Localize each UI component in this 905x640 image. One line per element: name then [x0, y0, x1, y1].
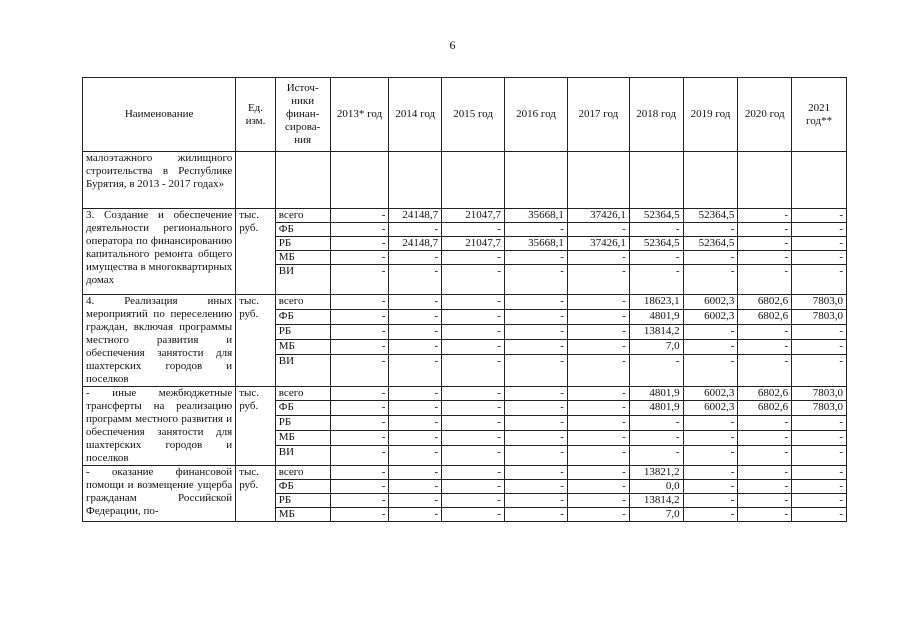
value-cell: -	[442, 354, 505, 386]
source-cell: ФБ	[275, 479, 330, 493]
value-cell: -	[389, 416, 442, 431]
value-cell: 24148,7	[389, 237, 442, 251]
value-cell: -	[330, 479, 389, 493]
col-header-year: 2021 год**	[792, 78, 847, 152]
value-cell: -	[442, 223, 505, 237]
value-cell: -	[330, 430, 389, 445]
value-cell: 21047,7	[442, 237, 505, 251]
value-cell: 6002,3	[683, 401, 738, 416]
value-cell: -	[330, 295, 389, 310]
value-cell: -	[505, 445, 568, 465]
table-row	[83, 209, 847, 223]
value-cell: 6802,6	[738, 386, 792, 401]
value-cell: -	[442, 479, 505, 493]
value-cell: -	[683, 416, 738, 431]
value-cell: -	[683, 507, 738, 521]
value-cell: -	[505, 265, 568, 295]
value-cell: -	[567, 493, 629, 507]
col-header-year: 2020 год	[738, 78, 792, 152]
source-cell: ФБ	[275, 309, 330, 324]
value-cell: -	[683, 339, 738, 354]
value-cell: -	[738, 465, 792, 479]
value-cell: -	[792, 237, 847, 251]
value-cell: -	[389, 430, 442, 445]
value-cell: 7,0	[629, 507, 683, 521]
value-cell: -	[738, 324, 792, 339]
value-cell: -	[738, 265, 792, 295]
value-cell: -	[792, 430, 847, 445]
value-cell: -	[505, 465, 568, 479]
empty-cell	[683, 152, 738, 209]
col-header-name: Наименование	[83, 78, 236, 152]
col-header-year: 2016 год	[505, 78, 568, 152]
empty-cell	[236, 152, 276, 209]
value-cell: 6002,3	[683, 309, 738, 324]
value-cell: -	[330, 265, 389, 295]
value-cell: -	[442, 265, 505, 295]
source-cell: РБ	[275, 324, 330, 339]
value-cell: -	[389, 223, 442, 237]
value-cell: -	[505, 386, 568, 401]
value-cell: 6002,3	[683, 295, 738, 310]
value-cell: -	[792, 445, 847, 465]
value-cell: 37426,1	[567, 209, 629, 223]
continuation-name-cell: малоэтажного жилищного строительства в Республике Бурятия, в 2013 - 2017 годах»	[83, 152, 236, 209]
value-cell: -	[567, 507, 629, 521]
value-cell: -	[389, 251, 442, 265]
value-cell: -	[442, 430, 505, 445]
value-cell: -	[683, 251, 738, 265]
value-cell: 24148,7	[389, 209, 442, 223]
col-header-year: 2017 год	[567, 78, 629, 152]
value-cell: -	[442, 309, 505, 324]
value-cell: -	[792, 265, 847, 295]
value-cell: -	[389, 493, 442, 507]
value-cell: -	[738, 493, 792, 507]
empty-cell	[505, 152, 568, 209]
value-cell: -	[442, 493, 505, 507]
value-cell: -	[792, 339, 847, 354]
value-cell: -	[505, 251, 568, 265]
source-cell: РБ	[275, 416, 330, 431]
unit-cell: тыс. руб.	[236, 386, 276, 465]
value-cell: -	[330, 401, 389, 416]
value-cell: -	[683, 445, 738, 465]
row-name-cell: - иные межбюджетные трансферты на реализацию программ местного развития и обеспечения занятости для шахтерских городов и поселков	[83, 386, 236, 465]
value-cell: -	[442, 401, 505, 416]
value-cell: -	[629, 354, 683, 386]
value-cell: -	[629, 445, 683, 465]
value-cell: -	[442, 465, 505, 479]
value-cell: -	[567, 295, 629, 310]
value-cell: -	[442, 416, 505, 431]
value-cell: -	[389, 309, 442, 324]
value-cell: -	[567, 465, 629, 479]
value-cell: -	[738, 430, 792, 445]
source-cell: МБ	[275, 507, 330, 521]
value-cell: -	[629, 416, 683, 431]
value-cell: 35668,1	[505, 209, 568, 223]
value-cell: -	[738, 479, 792, 493]
col-header-year: 2019 год	[683, 78, 738, 152]
value-cell: -	[330, 237, 389, 251]
empty-cell	[567, 152, 629, 209]
col-header-source: Источ-ники финан-сирова-ния	[275, 78, 330, 152]
value-cell: -	[442, 507, 505, 521]
row-name-cell: 4. Реализация иных мероприятий по переселению граждан, включая программы местного развития и обеспечения занятости для шахтерских городов и поселков	[83, 295, 236, 387]
value-cell: -	[330, 445, 389, 465]
value-cell: -	[330, 223, 389, 237]
value-cell: -	[442, 386, 505, 401]
value-cell: -	[567, 479, 629, 493]
col-header-year: 2015 год	[442, 78, 505, 152]
value-cell: -	[330, 251, 389, 265]
value-cell: -	[792, 465, 847, 479]
empty-cell	[330, 152, 389, 209]
value-cell: -	[442, 295, 505, 310]
value-cell: -	[567, 251, 629, 265]
table-row	[83, 386, 847, 401]
row-name-cell: 3. Создание и обеспечение деятельности регионального оператора по финансированию капитального ремонта общего имущества в многоквартирных домах	[83, 209, 236, 295]
value-cell: -	[389, 295, 442, 310]
value-cell: -	[389, 445, 442, 465]
value-cell: -	[792, 507, 847, 521]
table-row	[83, 295, 847, 310]
row-name-cell: - оказание финансовой помощи и возмещение ущерба гражданам Российской Федерации, по-	[83, 465, 236, 521]
source-cell: МБ	[275, 430, 330, 445]
value-cell: -	[389, 339, 442, 354]
value-cell: 13814,2	[629, 324, 683, 339]
value-cell: -	[505, 354, 568, 386]
value-cell: -	[567, 309, 629, 324]
value-cell: -	[792, 209, 847, 223]
value-cell: -	[792, 223, 847, 237]
value-cell: -	[330, 309, 389, 324]
value-cell: -	[567, 445, 629, 465]
value-cell: -	[389, 265, 442, 295]
value-cell: -	[330, 386, 389, 401]
value-cell: -	[330, 465, 389, 479]
source-cell: всего	[275, 209, 330, 223]
value-cell: -	[683, 430, 738, 445]
source-cell: МБ	[275, 251, 330, 265]
value-cell: -	[738, 237, 792, 251]
value-cell: -	[330, 416, 389, 431]
page-number: 6	[449, 38, 456, 52]
value-cell: -	[389, 465, 442, 479]
value-cell: -	[738, 223, 792, 237]
value-cell: -	[567, 324, 629, 339]
value-cell: -	[567, 386, 629, 401]
value-cell: -	[330, 209, 389, 223]
value-cell: -	[629, 265, 683, 295]
value-cell: 37426,1	[567, 237, 629, 251]
value-cell: -	[505, 295, 568, 310]
source-cell: всего	[275, 295, 330, 310]
value-cell: -	[389, 386, 442, 401]
value-cell: -	[567, 339, 629, 354]
value-cell: -	[792, 324, 847, 339]
value-cell: 7,0	[629, 339, 683, 354]
header-row	[83, 78, 847, 152]
value-cell: -	[330, 507, 389, 521]
value-cell: -	[738, 354, 792, 386]
value-cell: -	[505, 401, 568, 416]
value-cell: -	[505, 223, 568, 237]
value-cell: -	[505, 339, 568, 354]
col-header-year: 2014 год	[389, 78, 442, 152]
value-cell: -	[567, 223, 629, 237]
value-cell: -	[683, 479, 738, 493]
value-cell: -	[683, 493, 738, 507]
value-cell: 0,0	[629, 479, 683, 493]
source-cell: ВИ	[275, 354, 330, 386]
value-cell: -	[505, 430, 568, 445]
col-header-year: 2018 год	[629, 78, 683, 152]
value-cell: -	[629, 251, 683, 265]
value-cell: 7803,0	[792, 401, 847, 416]
value-cell: -	[505, 479, 568, 493]
col-header-year: 2013* год	[330, 78, 389, 152]
value-cell: -	[738, 416, 792, 431]
source-cell: всего	[275, 386, 330, 401]
unit-cell: тыс. руб.	[236, 295, 276, 387]
value-cell: -	[738, 507, 792, 521]
value-cell: -	[683, 354, 738, 386]
continuation-row	[83, 152, 847, 209]
value-cell: 6002,3	[683, 386, 738, 401]
value-cell: 7803,0	[792, 295, 847, 310]
source-cell: РБ	[275, 237, 330, 251]
value-cell: 21047,7	[442, 209, 505, 223]
value-cell: -	[683, 223, 738, 237]
value-cell: 52364,5	[683, 237, 738, 251]
value-cell: -	[330, 493, 389, 507]
value-cell: -	[505, 309, 568, 324]
value-cell: -	[792, 354, 847, 386]
value-cell: -	[738, 339, 792, 354]
source-cell: МБ	[275, 339, 330, 354]
value-cell: 4801,9	[629, 401, 683, 416]
value-cell: -	[442, 445, 505, 465]
value-cell: -	[683, 324, 738, 339]
empty-cell	[738, 152, 792, 209]
value-cell: -	[567, 265, 629, 295]
value-cell: -	[505, 493, 568, 507]
value-cell: -	[505, 507, 568, 521]
value-cell: -	[330, 339, 389, 354]
value-cell: -	[389, 401, 442, 416]
value-cell: -	[442, 324, 505, 339]
value-cell: 6802,6	[738, 401, 792, 416]
value-cell: -	[389, 354, 442, 386]
value-cell: 7803,0	[792, 309, 847, 324]
value-cell: 4801,9	[629, 309, 683, 324]
value-cell: -	[505, 416, 568, 431]
empty-cell	[792, 152, 847, 209]
value-cell: -	[683, 465, 738, 479]
value-cell: -	[629, 430, 683, 445]
empty-cell	[275, 152, 330, 209]
value-cell: -	[683, 265, 738, 295]
value-cell: -	[442, 339, 505, 354]
value-cell: -	[567, 401, 629, 416]
value-cell: 4801,9	[629, 386, 683, 401]
source-cell: ВИ	[275, 445, 330, 465]
source-cell: ФБ	[275, 401, 330, 416]
value-cell: -	[389, 479, 442, 493]
financing-table	[82, 77, 847, 522]
value-cell: 35668,1	[505, 237, 568, 251]
value-cell: -	[567, 416, 629, 431]
value-cell: 18623,1	[629, 295, 683, 310]
empty-cell	[442, 152, 505, 209]
value-cell: 13821,2	[629, 465, 683, 479]
value-cell: -	[505, 324, 568, 339]
value-cell: -	[738, 209, 792, 223]
source-cell: всего	[275, 465, 330, 479]
source-cell: РБ	[275, 493, 330, 507]
value-cell: -	[629, 223, 683, 237]
value-cell: -	[792, 251, 847, 265]
value-cell: -	[442, 251, 505, 265]
value-cell: -	[792, 479, 847, 493]
value-cell: -	[738, 251, 792, 265]
empty-cell	[389, 152, 442, 209]
value-cell: -	[738, 445, 792, 465]
value-cell: -	[389, 507, 442, 521]
value-cell: 52364,5	[629, 237, 683, 251]
value-cell: 52364,5	[683, 209, 738, 223]
value-cell: 7803,0	[792, 386, 847, 401]
value-cell: -	[792, 416, 847, 431]
value-cell: 6802,6	[738, 309, 792, 324]
table-row	[83, 465, 847, 479]
value-cell: -	[792, 493, 847, 507]
value-cell: 6802,6	[738, 295, 792, 310]
source-cell: ВИ	[275, 265, 330, 295]
value-cell: -	[330, 354, 389, 386]
unit-cell: тыс. руб.	[236, 465, 276, 521]
value-cell: 52364,5	[629, 209, 683, 223]
value-cell: -	[389, 324, 442, 339]
value-cell: -	[567, 430, 629, 445]
value-cell: 13814,2	[629, 493, 683, 507]
col-header-unit: Ед. изм.	[236, 78, 276, 152]
value-cell: -	[567, 354, 629, 386]
empty-cell	[629, 152, 683, 209]
source-cell: ФБ	[275, 223, 330, 237]
unit-cell: тыс. руб.	[236, 209, 276, 295]
value-cell: -	[330, 324, 389, 339]
